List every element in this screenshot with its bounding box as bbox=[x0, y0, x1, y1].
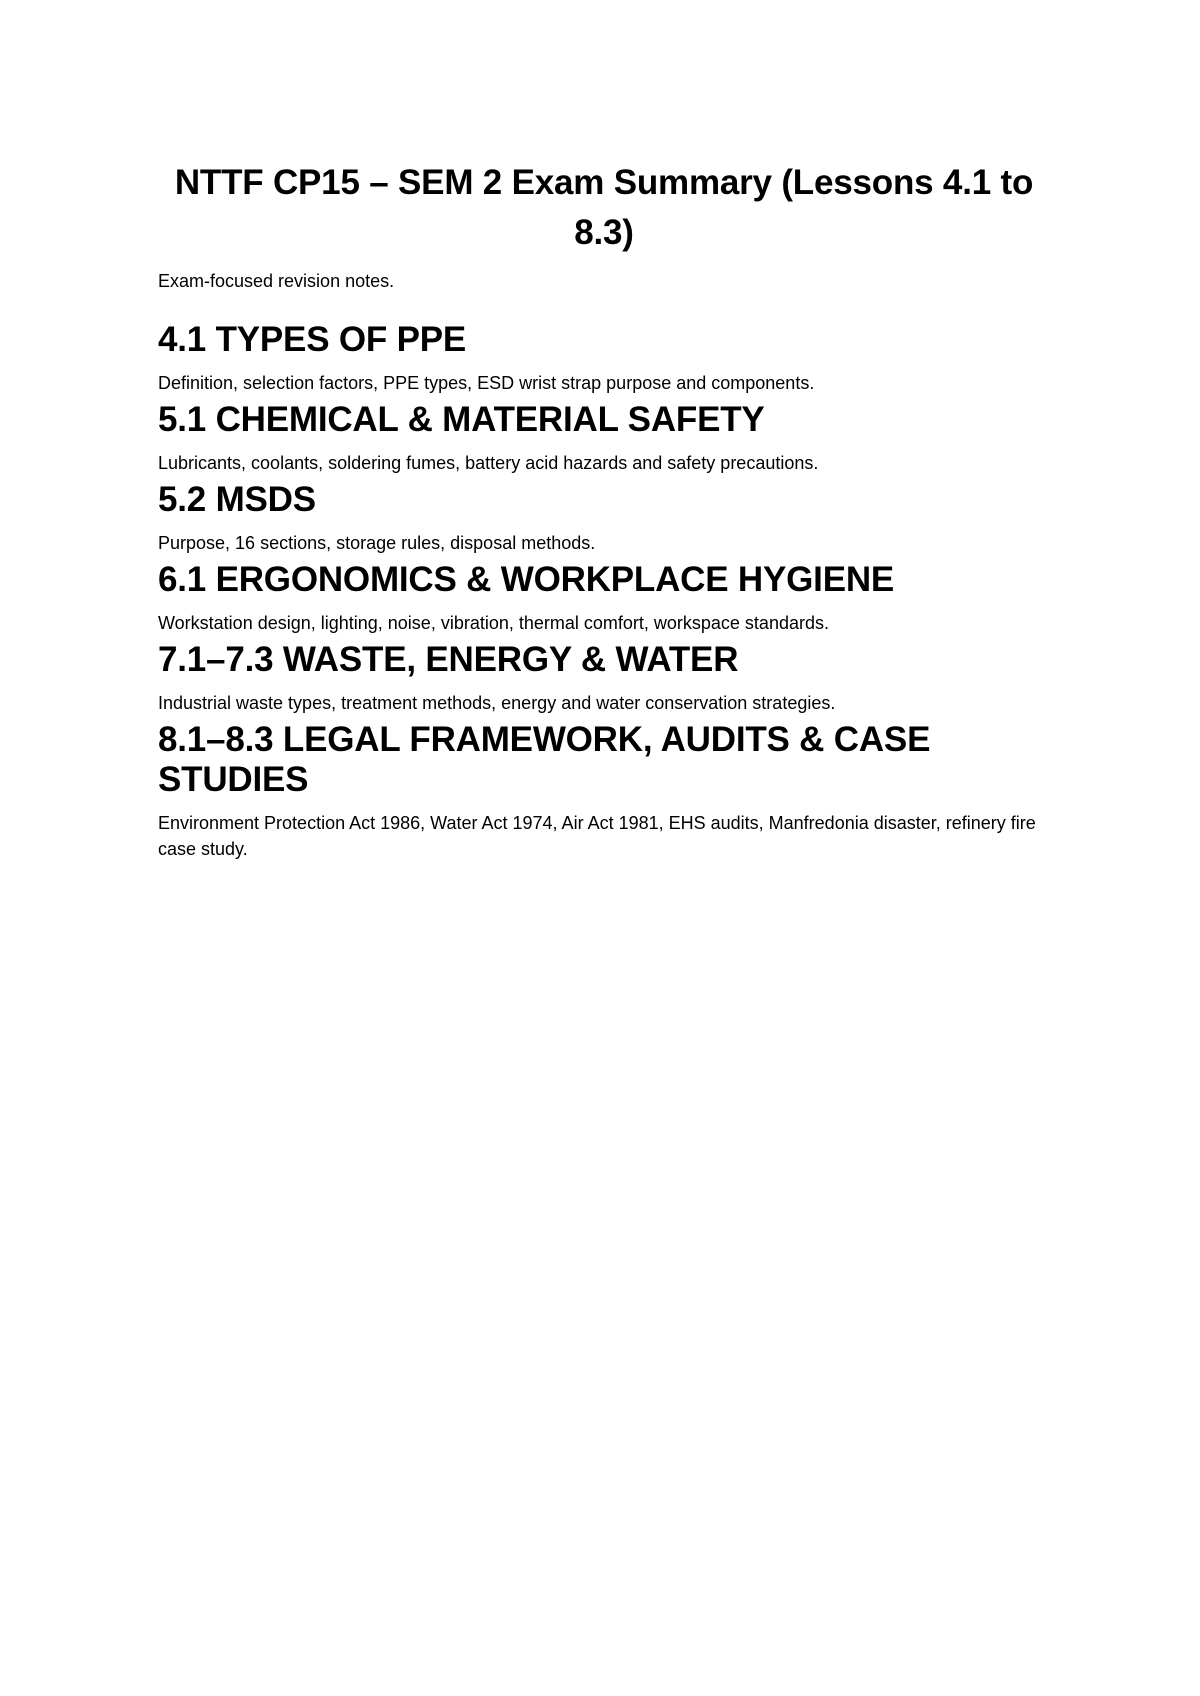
document-subtitle: Exam-focused revision notes. bbox=[158, 271, 395, 291]
section-5-1 bbox=[158, 400, 1050, 476]
section-body: Workstation design, lighting, noise, vibration, thermal comfort, workspace standards. bbox=[158, 613, 829, 633]
section-5-2 bbox=[158, 480, 1050, 556]
section-heading: 5.2 MSDS bbox=[158, 480, 316, 519]
section-body: Purpose, 16 sections, storage rules, disposal methods. bbox=[158, 533, 596, 553]
section-6-1 bbox=[158, 560, 1050, 636]
section-heading: 4.1 TYPES OF PPE bbox=[158, 320, 467, 359]
section-8-1-8-3 bbox=[158, 720, 1050, 862]
section-body: Industrial waste types, treatment methods, energy and water conservation strategies. bbox=[158, 693, 836, 713]
section-4-1 bbox=[158, 320, 1050, 396]
document-title: NTTF CP15 – SEM 2 Exam Summary (Lessons 4.1 to 8.3) bbox=[174, 163, 1034, 252]
section-body: Lubricants, coolants, soldering fumes, battery acid hazards and safety precautions. bbox=[158, 453, 819, 473]
section-heading: 5.1 CHEMICAL & MATERIAL SAFETY bbox=[158, 400, 765, 439]
section-7-1-7-3 bbox=[158, 640, 1050, 716]
section-body: Definition, selection factors, PPE types, ESD wrist strap purpose and components. bbox=[158, 373, 815, 393]
section-heading: 7.1–7.3 WASTE, ENERGY & WATER bbox=[158, 640, 739, 679]
section-heading: 6.1 ERGONOMICS & WORKPLACE HYGIENE bbox=[158, 560, 895, 599]
section-body: Environment Protection Act 1986, Water Act 1974, Air Act 1981, EHS audits, Manfredonia disaster, refinery fire case study. bbox=[158, 813, 1036, 859]
section-heading: 8.1–8.3 LEGAL FRAMEWORK, AUDITS & CASE STUDIES bbox=[158, 720, 931, 799]
